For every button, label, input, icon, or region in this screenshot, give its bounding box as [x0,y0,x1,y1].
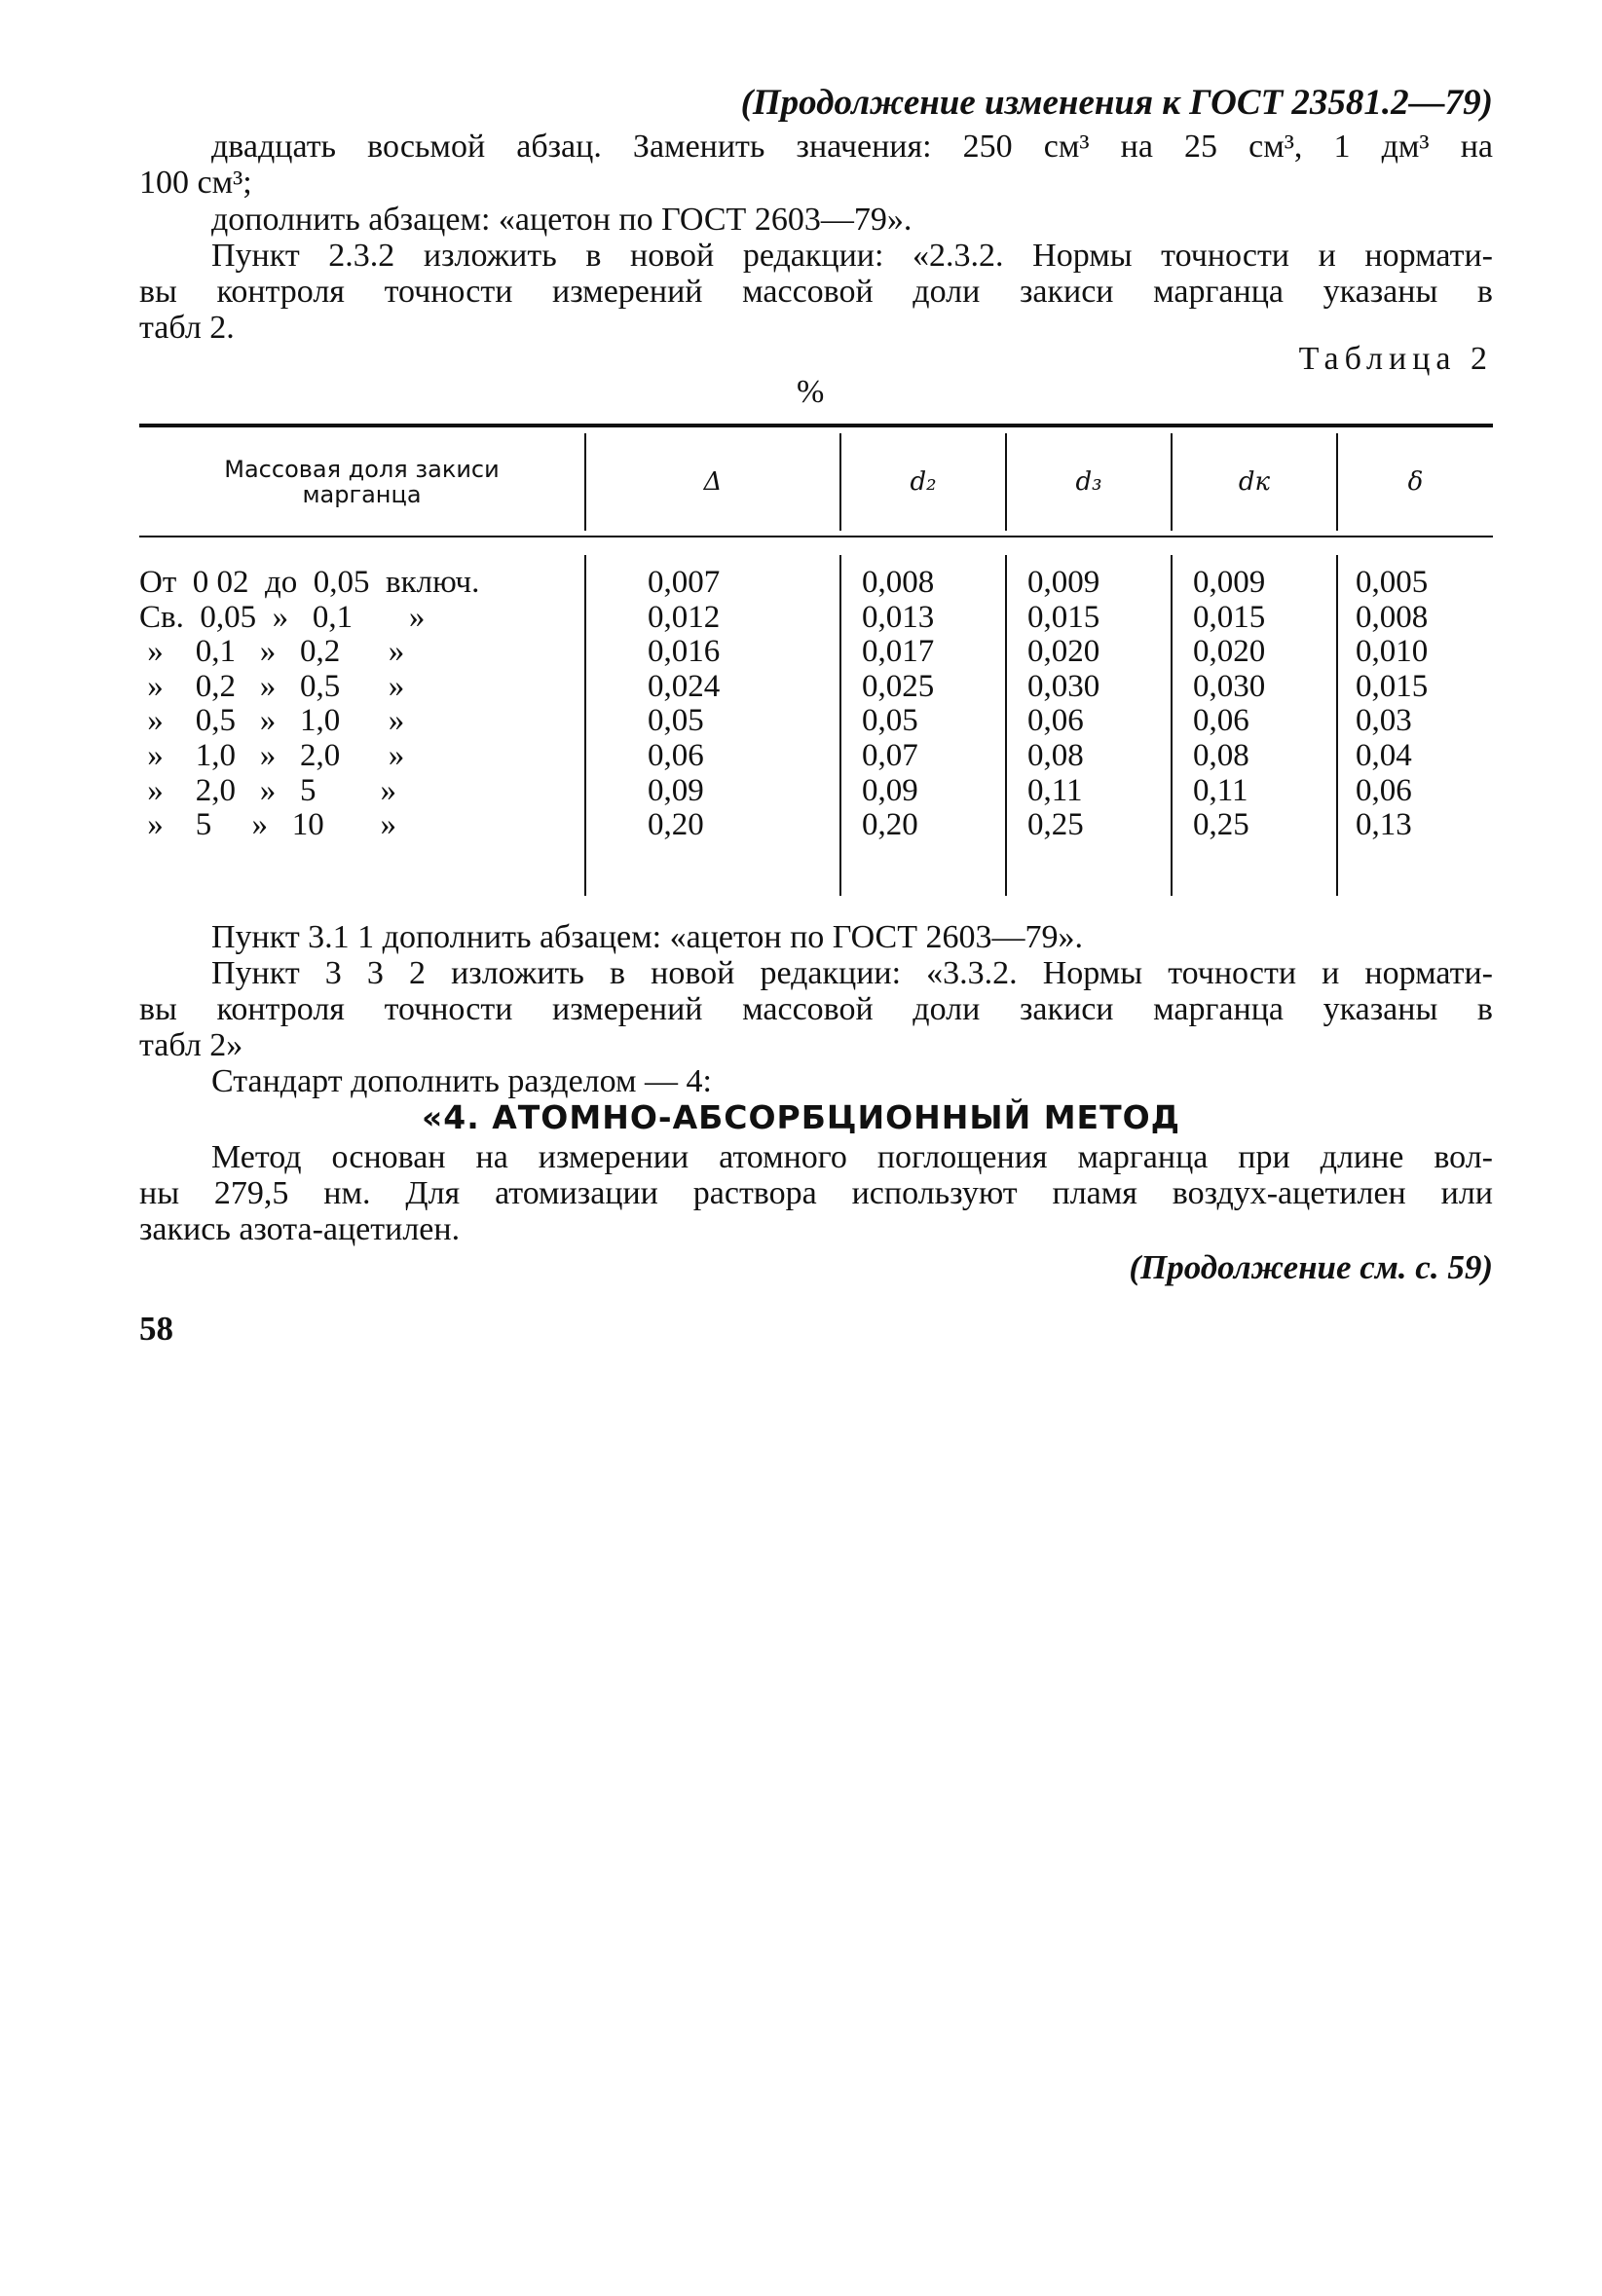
table-cell: 0,25 [1193,807,1249,843]
table-cell: 0,13 [1356,807,1412,843]
header-mass-fraction: Массовая доля закиси марганца [224,456,500,508]
table-cell: 0,05 [648,703,704,739]
table-cell: 0,009 [1027,565,1100,600]
table-cell: 0,07 [862,738,918,773]
header-delta: Δ [703,467,723,497]
paragraph-3-line-1: Пункт 2.3.2 изложить в новой редакции: «2.3.2. Нормы точности и нормати- [211,238,1493,274]
table-cell: 0,016 [648,634,721,670]
row-label: » 2,0 » 5 » [139,772,396,808]
paragraph-5-line-3: табл 2» [139,1027,243,1063]
row-label: От 0 02 до 0,05 включ. [139,565,480,600]
header-small-delta: δ [1407,467,1424,497]
table-cell: 0,20 [862,807,918,843]
paragraph-6: Стандарт дополнить разделом — 4: [211,1063,712,1099]
row-label: » 5 » 10 » [139,807,396,843]
table-cell: 0,010 [1356,634,1429,670]
running-header: (Продолжение изменения к ГОСТ 23581.2—79) [740,83,1493,123]
table-cell: 0,025 [862,668,935,704]
table-top-rule [139,424,1493,427]
page-number: 58 [139,1310,173,1348]
header-dk: dк [1238,467,1271,497]
table-cell: 0,009 [1193,565,1266,600]
table-cell: 0,06 [1356,772,1412,808]
paragraph-1-line-2: 100 см³; [139,165,252,201]
paragraph-1-line-1: двадцать восьмой абзац. Заменить значения: 250 см³ на 25 см³, 1 дм³ на [211,129,1493,165]
paragraph-4: Пункт 3.1 1 дополнить абзацем: «ацетон по ГОСТ 2603—79». [211,919,1084,955]
table-cell: 0,013 [862,599,935,635]
col-divider-2-body [839,555,841,896]
table-title: Таблица 2 [1298,341,1493,377]
table-cell: 0,007 [648,565,721,600]
table-cell: 0,11 [1027,772,1083,808]
table-cell: 0,05 [862,703,918,739]
table-unit: % [797,374,825,410]
table-cell: 0,005 [1356,565,1429,600]
paragraph-3-line-3: табл 2. [139,310,235,346]
paragraph-2: дополнить абзацем: «ацетон по ГОСТ 2603—79». [211,202,913,238]
paragraph-3-line-2: вы контроля точности измерений массовой доли закиси марганца указаны в [139,274,1493,310]
paragraph-7-line-2: ны 279,5 нм. Для атомизации раствора используют пламя воздух-ацетилен или [139,1175,1493,1211]
table-cell: 0,08 [1027,738,1084,773]
table-cell: 0,017 [862,634,935,670]
table-cell: 0,09 [648,772,704,808]
row-label: » 1,0 » 2,0 » [139,738,405,773]
table-cell: 0,04 [1356,738,1412,773]
table-cell: 0,012 [648,599,721,635]
paragraph-7-line-3: закись азота-ацетилен. [139,1211,461,1247]
table-cell: 0,03 [1356,703,1412,739]
col-divider-1-body [584,555,586,896]
table-header-rule [139,536,1493,537]
table-cell: 0,09 [862,772,918,808]
row-label: » 0,2 » 0,5 » [139,668,405,704]
header-d2: d₂ [910,467,937,497]
row-label: Св. 0,05 » 0,1 » [139,599,426,635]
col-divider-3-body [1005,555,1007,896]
table-cell: 0,008 [862,565,935,600]
continuation-note: (Продолжение см. с. 59) [1129,1248,1493,1286]
table-cell: 0,015 [1356,668,1429,704]
table-cell: 0,020 [1193,634,1266,670]
section-heading: «4. АТОМНО-АБСОРБЦИОННЫЙ МЕТОД [421,1098,1181,1136]
row-label: » 0,1 » 0,2 » [139,634,405,670]
table-cell: 0,015 [1027,599,1100,635]
table-cell: 0,030 [1193,668,1266,704]
table-cell: 0,25 [1027,807,1084,843]
table-cell: 0,015 [1193,599,1266,635]
table-cell: 0,020 [1027,634,1100,670]
table-cell: 0,024 [648,668,721,704]
table-cell: 0,008 [1356,599,1429,635]
paragraph-5-line-2: вы контроля точности измерений массовой доли закиси марганца указаны в [139,991,1493,1027]
table-cell: 0,06 [1193,703,1249,739]
header-d3: d₃ [1075,467,1102,497]
table-cell: 0,030 [1027,668,1100,704]
paragraph-7-line-1: Метод основан на измерении атомного поглощения марганца при длине вол- [211,1139,1493,1175]
table-cell: 0,06 [648,738,704,773]
paragraph-5-line-1: Пункт 3 3 2 изложить в новой редакции: «3.3.2. Нормы точности и нормати- [211,955,1493,991]
table-cell: 0,20 [648,807,704,843]
col-divider-4-body [1171,555,1173,896]
table-cell: 0,11 [1193,772,1248,808]
table-cell: 0,08 [1193,738,1249,773]
table-cell: 0,06 [1027,703,1084,739]
row-label: » 0,5 » 1,0 » [139,703,405,739]
col-divider-5-body [1336,555,1338,896]
